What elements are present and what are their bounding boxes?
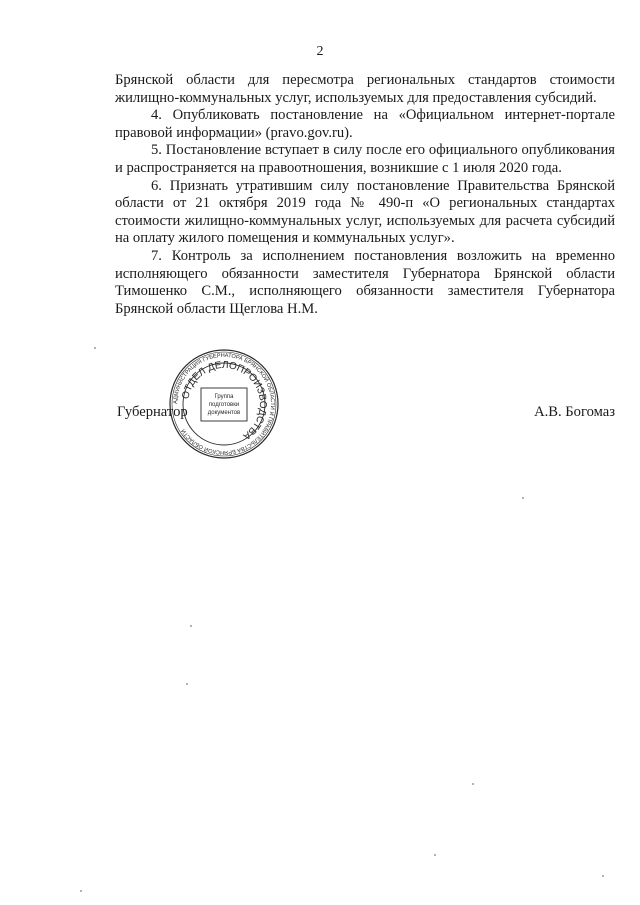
seal-center-line: подготовки: [208, 402, 240, 408]
seal-center-line: документов: [207, 410, 241, 416]
signatory-title: Губернатор: [117, 404, 188, 420]
signatory-name: А.В. Богомаз: [534, 404, 615, 420]
seal-outer-path: АДМИНИСТРАЦИЯ ГУБЕРНАТОРА БРЯНСКОЙ ОБЛАСТИ И ПРАВИТЕЛЬСТВА БРЯНСКОЙ ОБЛАСТИ: [172, 352, 276, 456]
seal-arc-text: [180, 360, 268, 442]
paragraph-item-5: 5. Постановление вступает в силу после его официального опубликования и распространяется на правоотношения, возникшие с 1 июля 2020 года.: [115, 142, 615, 176]
paragraph-item-7: 7. Контроль за исполнением постановления возложить на временно исполняющего обязанности заместителя Губернатора Брянской области Тимошенко С.М., исполняющего обязанности заместителя Губернатора Брянской области Щеглова Н.М.: [115, 247, 615, 317]
official-seal: [168, 348, 280, 460]
paragraph-item-6: 6. Признать утратившим силу постановление Правительства Брянской области от 21 октября 2019 года № 490-п «О региональных стандартах стоимости жилищно-коммунальных услуг, используемых для расчета субсидий на оплату жилого помещения и коммунальных услуг».: [115, 177, 615, 247]
page-number: 2: [316, 44, 324, 59]
seal-center-text: [208, 394, 240, 416]
paragraph-continuation: Брянской области для пересмотра региональных стандартов стоимости жилищно-коммунальных услуг, используемых для предоставления субсидий.: [115, 72, 615, 106]
seal-arc-path: ОТДЕЛ ДЕЛОПРОИЗВОДСТВА: [180, 359, 269, 442]
document-body: [115, 72, 615, 318]
paragraph-item-4: 4. Опубликовать постановление на «Официальном интернет-портале правовой информации» (pravo.gov.ru).: [115, 107, 615, 141]
seal-center-line: Группа: [214, 394, 234, 400]
